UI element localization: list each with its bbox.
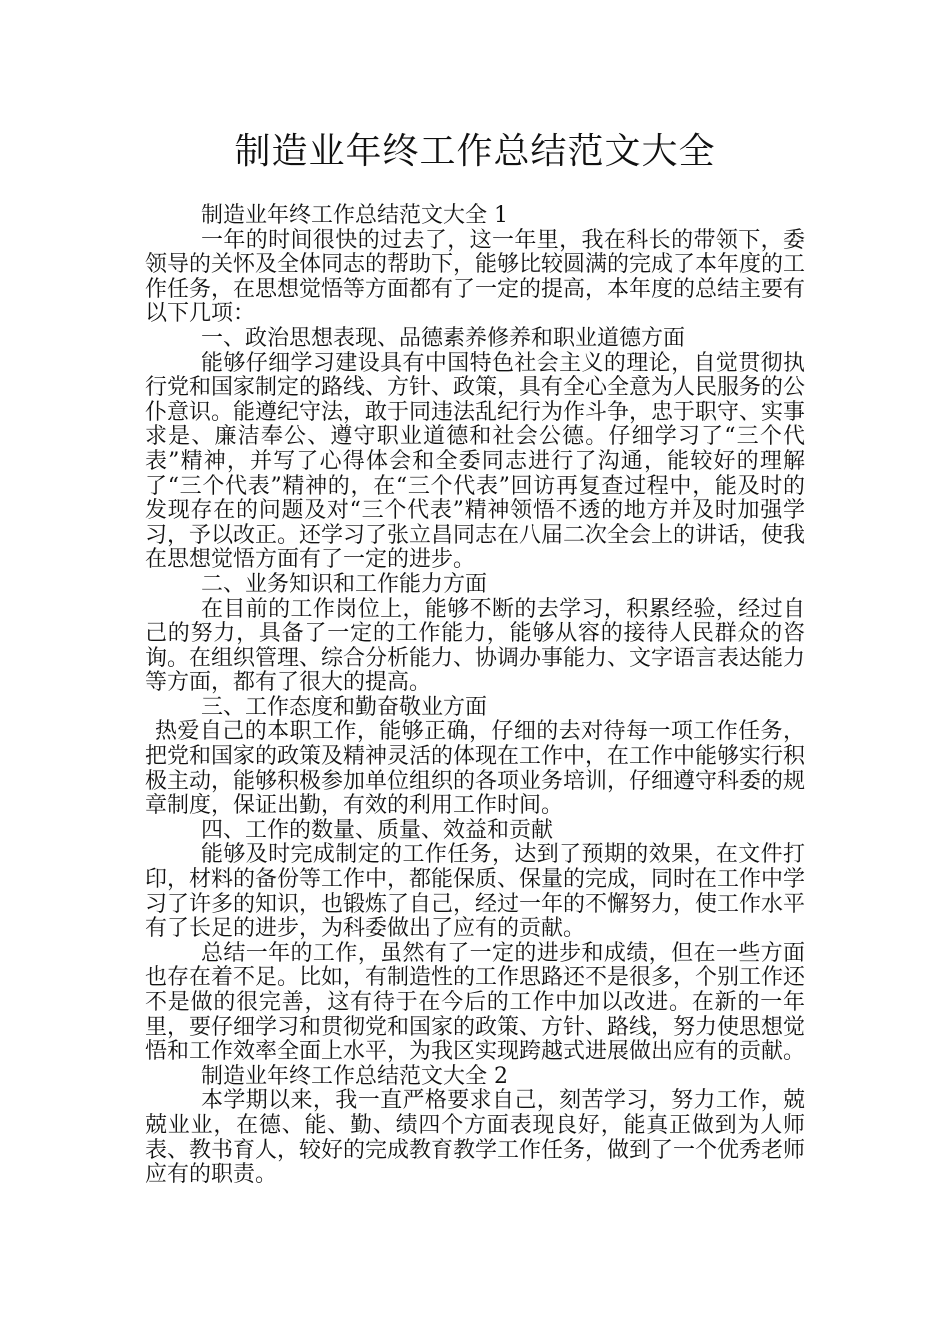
subsection-heading: 三、工作态度和勤奋敬业方面 bbox=[201, 694, 488, 720]
paragraph: 热爱自己的本职工作，能够正确，仔细的去对待每一项工作任务，把党和国家的政策及精神灵活的体现在工作中，在工作中能够实行积极主动，能够积极参加单位组织的各项业务培训，仔细遵守科委的规章制度，保证出勤，有效的利用工作时间。 bbox=[145, 719, 806, 819]
subsection-heading: 二、业务知识和工作能力方面 bbox=[201, 571, 488, 597]
subsection-heading: 一、政治思想表现、品德素养修养和职业道德方面 bbox=[201, 325, 686, 351]
paragraph: 一年的时间很快的过去了，这一年里，我在科长的带领下，委领导的关怀及全体同志的帮助下，能够比较圆满的完成了本年度的工作任务，在思想觉悟等方面都有了一定的提高，本年度的总结主要有以下几项： bbox=[145, 227, 806, 327]
paragraph: 在目前的工作岗位上，能够不断的去学习，积累经验，经过自己的努力，具备了一定的工作能力，能够从容的接待人民群众的咨询。在组织管理、综合分析能力、协调办事能力、文字语言表达能力等方面，都有了很大的提高。 bbox=[145, 596, 806, 696]
section-heading-2: 制造业年终工作总结范文大全 2 bbox=[201, 1063, 508, 1089]
paragraph: 总结一年的工作，虽然有了一定的进步和成绩，但在一些方面也存在着不足。比如，有制造性的工作思路还不是很多，个别工作还不是做的很完善，这有待于在今后的工作中加以改进。在新的一年里，要仔细学习和贯彻党和国家的政策、方针、路线，努力使思想觉悟和工作效率全面上水平，为我区实现跨越式进展做出应有的贡献。 bbox=[145, 940, 806, 1065]
paragraph: 本学期以来，我一直严格要求自己，刻苦学习，努力工作，兢兢业业，在德、能、勤、绩四个方面表现良好，能真正做到为人师表、教书育人，较好的完成教育教学工作任务，做到了一个优秀老师应有的职责。 bbox=[145, 1088, 806, 1188]
subsection-heading: 四、工作的数量、质量、效益和贡献 bbox=[201, 817, 554, 843]
section-heading-1: 制造业年终工作总结范文大全 1 bbox=[201, 203, 508, 228]
paragraph: 能够及时完成制定的工作任务，达到了预期的效果，在文件打印，材料的备份等工作中，都能保质、保量的完成，同时在工作中学习了许多的知识，也锻炼了自己，经过一年的不懈努力，使工作水平有了长足的进步，为科委做出了应有的贡献。 bbox=[145, 842, 806, 942]
document-title: 制造业年终工作总结范文大全 bbox=[234, 131, 716, 172]
paragraph: 能够仔细学习建设具有中国特色社会主义的理论，自觉贯彻执行党和国家制定的路线、方针、政策，具有全心全意为人民服务的公仆意识。能遵纪守法，敢于同违法乱纪行为作斗争，忠于职守、实事求是、廉洁奉公、遵守职业道德和社会公德。仔细学习了“三个代表”精神，并写了心得体会和全委同志进行了沟通，能较好的理解了“三个代表”精神的，在“三个代表”回访再复查过程中，能及时的发现存在的问题及对“三个代表”精神领悟不透的地方并及时加强学习，予以改正。还学习了张立昌同志在八届二次全会上的讲话，使我在思想觉悟方面有了一定的进步。 bbox=[145, 350, 806, 573]
